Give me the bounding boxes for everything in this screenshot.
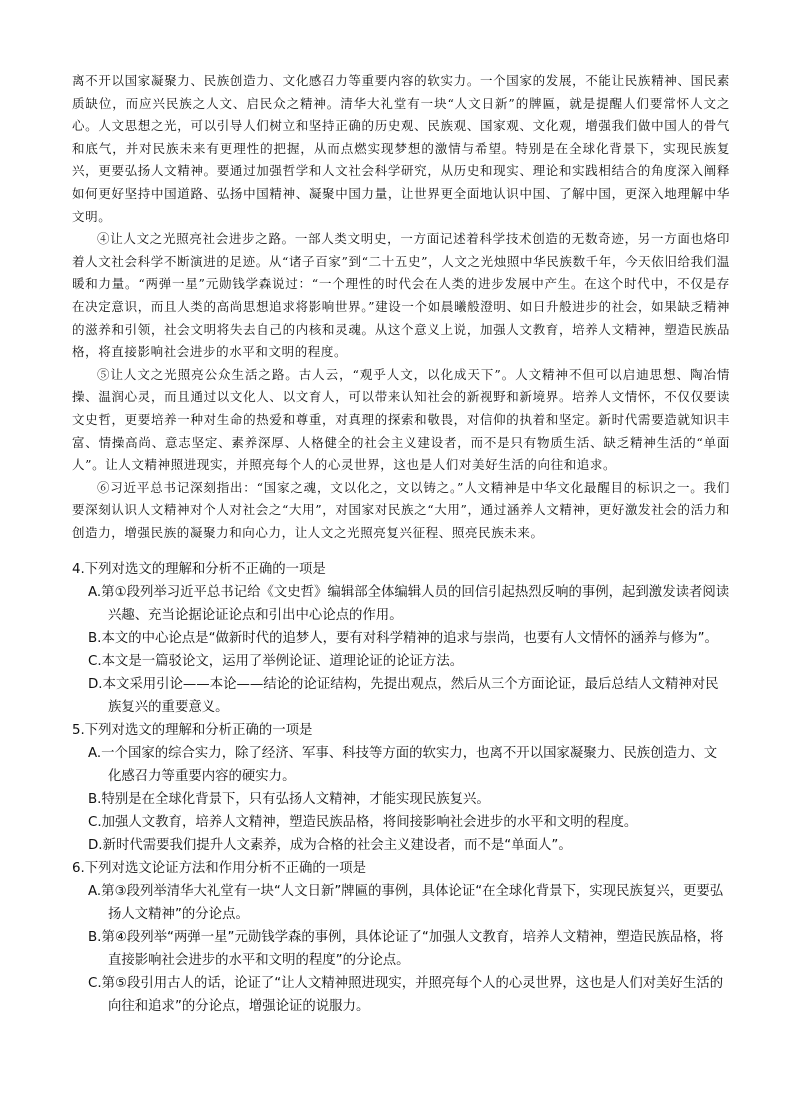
option-a: A.一个国家的综合实力，除了经济、军事、科技等方面的软实力，也离不开以国家凝聚力、民族创造力、文化感召力等重要内容的硬实力。: [88, 746, 718, 785]
question-stem: 5.下列对选文的理解和分析正确的一项是: [72, 723, 313, 739]
paragraph-6: ⑥习近平总书记深刻指出：“国家之魂，文以化之，文以铸之。”人文精神是中华文化最醒目的标识之一。我们要深刻认识人文精神对个人对社会之“大用”，对国家对民族之“大用”，通过涵养人文精神，更好激发社会的活力和创造力，增强民族的凝聚力和向心力，让人文之光照亮复兴征程、照亮民族未来。: [72, 479, 730, 540]
question-stem: 6.下列对选文论证方法和作用分析不正确的一项是: [72, 861, 366, 877]
option-a: A.第③段列举清华大礼堂有一块“人文日新”牌匾的事例，具体论证“在全球化背景下，实现民族复兴，更要弘扬人文精神”的分论点。: [88, 884, 724, 923]
option-c: C.本文是一篇驳论文，运用了举例论证、道理论证的论证方法。: [88, 654, 464, 670]
question-5: [72, 719, 730, 857]
question-6: [72, 857, 730, 1018]
option-d: D.本文采用引论——本论——结论的论证结构，先提出观点，然后从三个方面论证，最后总结人文精神对民族复兴的重要意义。: [88, 677, 719, 716]
paragraph-3-continued: 离不开以国家凝聚力、民族创造力、文化感召力等重要内容的软实力。一个国家的发展，不能让民族精神、国民素质缺位，而应兴民族之人文、启民众之精神。清华大礼堂有一块“人文日新”的牌匾，就是提醒人们要常怀人文之心。人文思想之光，可以引导人们树立和坚持正确的历史观、民族观、国家观、文化观，增强我们做中国人的骨气和底气，并对民族未来有更理性的把握，从而点燃实现梦想的激情与希望。特别是在全球化背景下，实现民族复兴，更要弘扬人文精神。要通过加强哲学和人文社会科学研究，从历史和现实、理论和实践相结合的角度深入阐释如何更好坚持中国道路、弘扬中国精神、凝聚中国力量，让世界更全面地认识中国、了解中国，更深入地理解中华文明。: [72, 73, 730, 224]
option-a: A.第①段列举习近平总书记给《文史哲》编辑部全体编辑人员的回信引起热烈反响的事例，起到激发读者阅读兴趣、充当论据论证论点和引出中心论点的作用。: [88, 585, 730, 624]
question-stem: 4.下列对选文的理解和分析不正确的一项是: [72, 562, 326, 578]
paragraph-4: ④让人文之光照亮社会进步之路。一部人类文明史，一方面记述着科学技术创造的无数奇迹，另一方面也烙印着人文社会科学不断演进的足迹。从“诸子百家”到“二十五史”，人文之光烛照中华民族数千年，今天依旧给我们温暖和力量。“两弹一星”元勋钱学森说过：“一个理性的时代会在人类的进步发展中产生。在这个时代中，不仅是存在决定意识，而且人类的高尚思想追求将影响世界。”建设一个如晨曦般澄明、如日升般进步的社会，如果缺乏精神的滋养和引领，社会文明将失去自己的内核和灵魂。从这个意义上说，加强人文教育，培养人文精神，塑造民族品格，将直接影响社会进步的水平和文明的程度。: [72, 231, 730, 360]
option-b: B.特别是在全球化背景下，只有弘扬人文精神，才能实现民族复兴。: [88, 792, 490, 808]
paragraph-5: ⑤让人文之光照亮公众生活之路。古人云，“观乎人文，以化成天下”。人文精神不但可以启迪思想、陶冶情操、温润心灵，而且通过以文化人、以文育人，可以带来认知社会的新视野和新境界。培养人文情怀，不仅仅要读文史哲，更要培养一种对生命的热爱和尊重，对真理的探索和敬畏，对信仰的执着和坚定。新时代需要造就知识丰富、情操高尚、意志坚定、素养深厚、人格健全的社会主义建设者，而不是只有物质生活、缺乏精神生活的“单面人”。让人文精神照进现实，并照亮每个人的心灵世界，这也是人们对美好生活的向往和追求。: [72, 366, 730, 473]
option-d: D.新时代需要我们提升人文素养，成为合格的社会主义建设者，而不是“单面人”。: [88, 838, 572, 854]
option-c: C.加强人文教育，培养人文精神，塑造民族品格，将间接影响社会进步的水平和文明的程度。: [88, 815, 638, 831]
option-c: C.第⑤段引用古人的话，论证了“让人文精神照进现实，并照亮每个人的心灵世界，这也是人们对美好生活的向往和追求”的分论点，增强论证的说服力。: [88, 976, 724, 1015]
option-b: B.本文的中心论点是“做新时代的追梦人，要有对科学精神的追求与崇尚，也要有人文情怀的涵养与修为”。: [88, 631, 718, 647]
option-b: B.第④段列举“两弹一星”元勋钱学森的事例，具体论证了“加强人文教育，培养人文精神，塑造民族品格，将直接影响社会进步的水平和文明的程度”的分论点。: [88, 930, 724, 969]
reading-passage: [72, 70, 730, 544]
question-list: [72, 558, 730, 1018]
question-4: [72, 558, 730, 719]
